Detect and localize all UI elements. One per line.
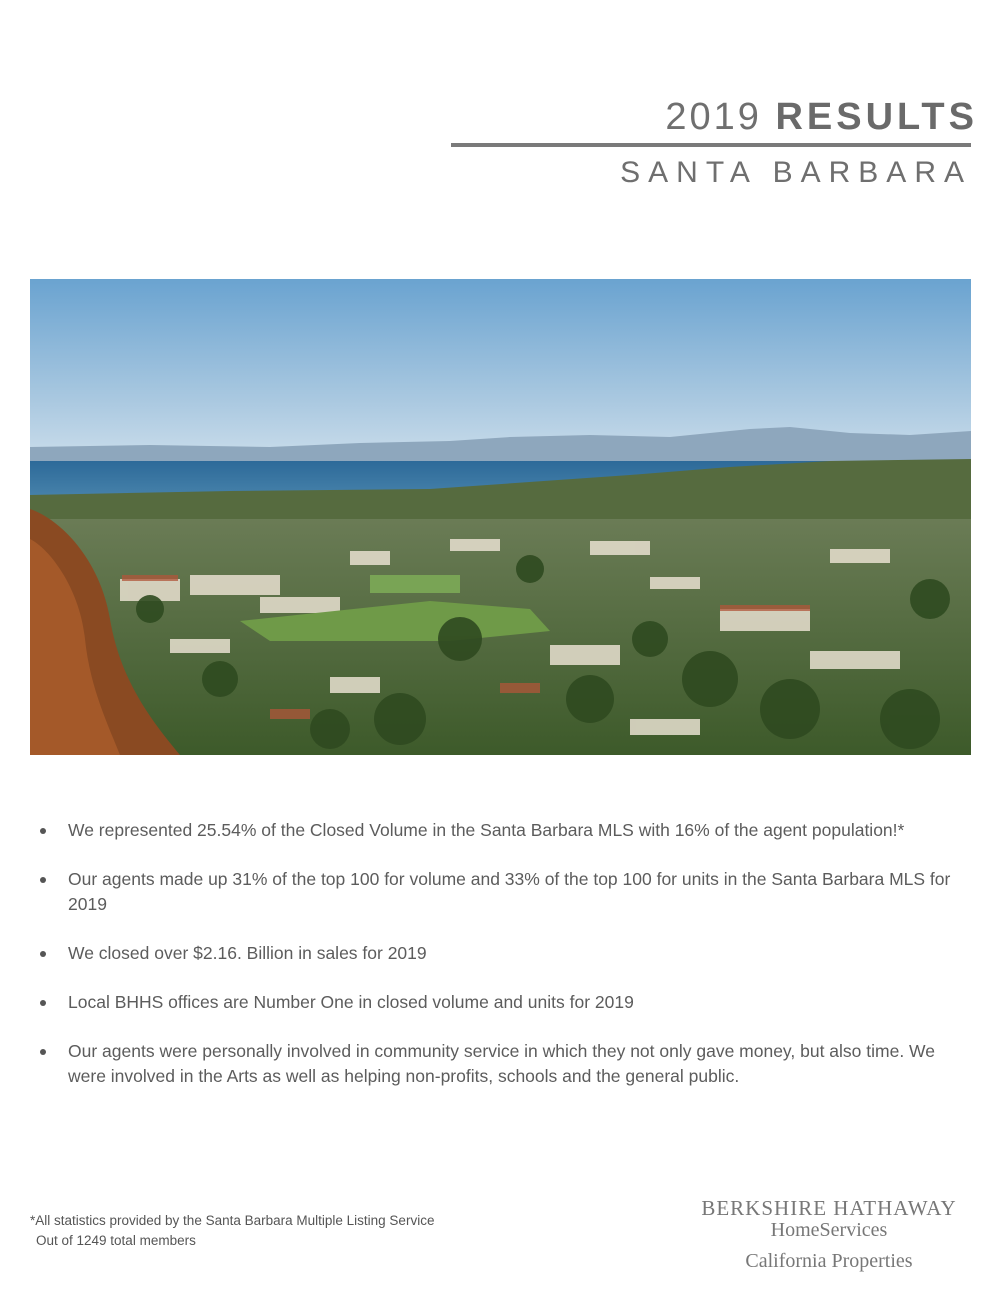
title-results: RESULTS (775, 96, 978, 138)
bullet-icon (40, 951, 46, 957)
bullet-icon (40, 1000, 46, 1006)
list-item: Our agents were personally involved in community service in which they not only gave money, but also time. We were involved in the Arts as well as helping non-profits, schools and the general public. (38, 1039, 958, 1089)
footnote (30, 1211, 434, 1251)
santa-barbara-landscape (30, 279, 971, 755)
bullet-icon (40, 1049, 46, 1055)
list-item: We closed over $2.16. Billion in sales for 2019 (38, 941, 958, 966)
page-subtitle: SANTA BARBARA (620, 156, 972, 189)
list-item: We represented 25.54% of the Closed Volume in the Santa Barbara MLS with 16% of the agent population!* (38, 818, 958, 843)
bullet-icon (40, 828, 46, 834)
footnote-members: Out of 1249 total members (36, 1233, 196, 1248)
logo-line-3: California Properties (745, 1250, 913, 1272)
list-item: Local BHHS offices are Number One in closed volume and units for 2019 (38, 990, 958, 1015)
footnote-source: *All statistics provided by the Santa Barbara Multiple Listing Service (30, 1213, 435, 1228)
results-list (38, 818, 958, 1113)
title-year: 2019 (665, 96, 762, 138)
company-logo (684, 1196, 974, 1273)
hero-photo (30, 279, 971, 755)
bullet-icon (40, 877, 46, 883)
title-divider (451, 143, 971, 147)
logo-line-2: HomeServices (770, 1219, 888, 1241)
page-title (665, 96, 978, 139)
list-item: Our agents made up 31% of the top 100 for volume and 33% of the top 100 for units in the Santa Barbara MLS for 2019 (38, 867, 958, 917)
logo-line-1: BERKSHIRE HATHAWAY (701, 1196, 957, 1220)
